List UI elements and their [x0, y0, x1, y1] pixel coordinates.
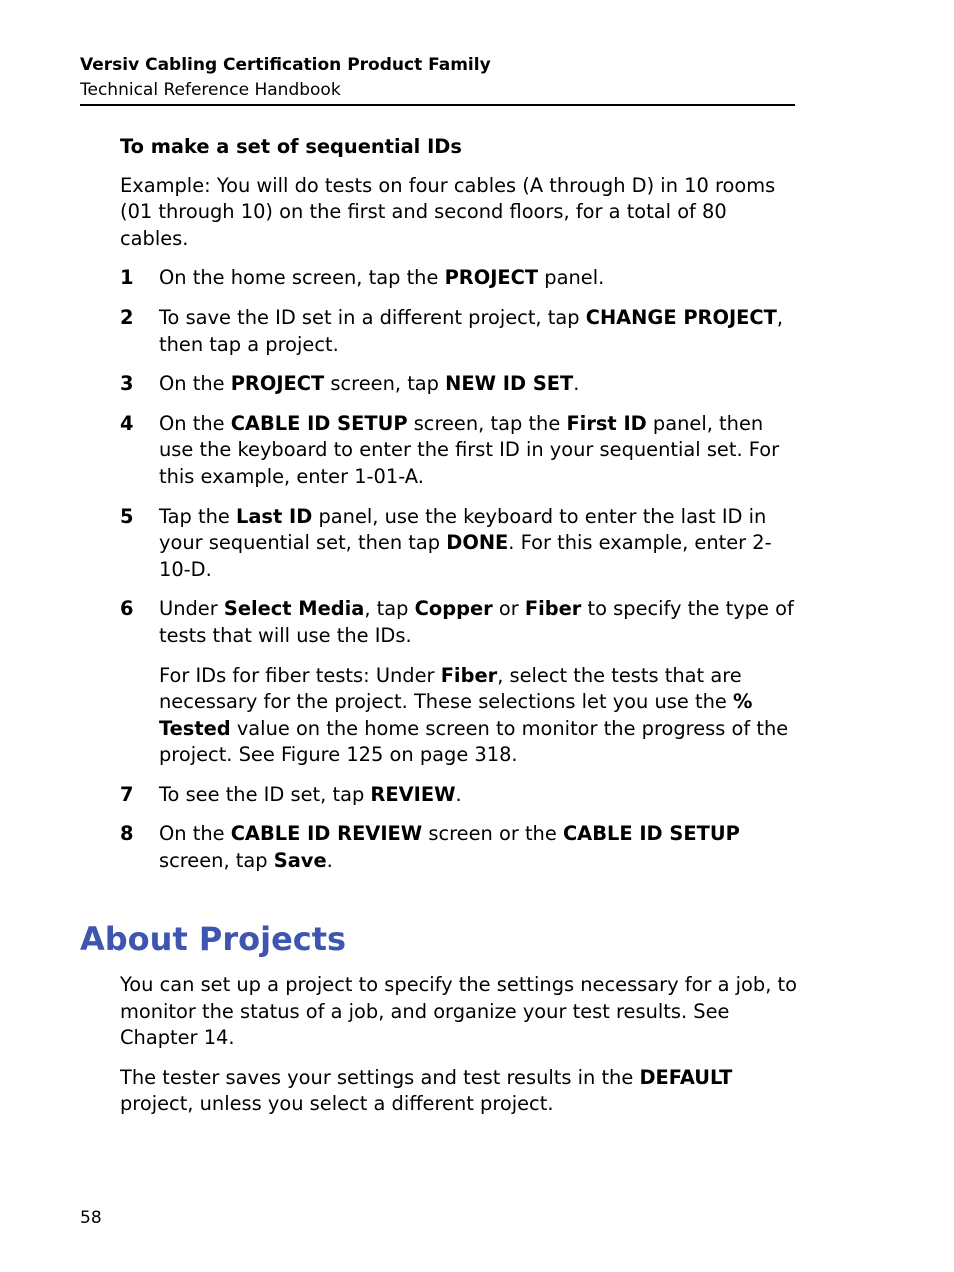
- bold-term: First ID: [566, 411, 647, 435]
- step-number: 3: [120, 372, 134, 396]
- text-run: , then tap a project.: [159, 305, 784, 356]
- procedure-step: [120, 821, 800, 874]
- bold-term: NEW ID SET: [445, 372, 574, 396]
- bold-term: DONE: [446, 531, 509, 555]
- step-text: [159, 371, 800, 398]
- step-number: 1: [120, 266, 134, 290]
- text-run: panel, use the keyboard to enter the last ID in your sequential set, then tap: [159, 504, 767, 555]
- bold-term: Select Media: [223, 597, 365, 621]
- step-text: [159, 782, 800, 809]
- bold-term: PROJECT: [444, 266, 539, 290]
- step-number: 2: [120, 305, 134, 329]
- bold-term: Fiber: [524, 597, 582, 621]
- text-run: On the: [159, 372, 231, 396]
- text-run: .: [455, 782, 462, 806]
- step-text: [159, 305, 800, 358]
- text-run: Tap the: [159, 504, 236, 528]
- procedure-step: [120, 504, 800, 584]
- procedure-step: [120, 265, 800, 292]
- bold-term: Save: [273, 849, 327, 873]
- text-run: value on the home screen to monitor the progress of the project. See Figure 125 on page 318.: [159, 716, 789, 767]
- step-number: 8: [120, 822, 134, 846]
- text-run: screen, tap the: [407, 411, 567, 435]
- step-text: [159, 821, 800, 874]
- procedure-step: [120, 371, 800, 398]
- step-number: 7: [120, 782, 134, 806]
- text-run: to specify the type of tests that will use the IDs.: [159, 597, 794, 647]
- step-number: 6: [120, 597, 134, 621]
- procedure-step: [120, 596, 800, 649]
- running-header: [80, 52, 795, 106]
- bold-term: Last ID: [235, 504, 313, 528]
- bold-term: Fiber: [440, 663, 498, 687]
- section-paragraph-2: [120, 1065, 800, 1118]
- text-run: , tap: [364, 597, 415, 621]
- procedure-step: [120, 782, 800, 809]
- text-run: screen, tap: [324, 372, 446, 396]
- procedure-step: [120, 411, 800, 491]
- text-run: On the: [159, 411, 231, 435]
- text-run: On the home screen, tap the: [159, 266, 445, 290]
- step-text: [159, 596, 800, 649]
- procedure-step: [120, 305, 800, 358]
- text-run: . For this example, enter 2-10-D.: [159, 531, 772, 581]
- header-subtitle: Technical Reference Handbook: [80, 80, 341, 100]
- bold-term: Copper: [414, 597, 493, 621]
- section-body: [120, 972, 800, 1131]
- procedure-content: [120, 134, 800, 888]
- bold-term: DEFAULT: [639, 1065, 733, 1089]
- step-text: [159, 411, 800, 491]
- step-text: [159, 504, 800, 584]
- text-run: .: [573, 372, 580, 396]
- bold-term: CABLE ID SETUP: [230, 411, 408, 435]
- step-subparagraph: [159, 663, 800, 769]
- procedure-intro: Example: You will do tests on four cables (A through D) in 10 rooms (01 through 10) on the first and second floors, for a total of 80 cables.: [120, 173, 776, 250]
- step-number: 4: [120, 411, 134, 435]
- bold-term: CHANGE PROJECT: [585, 305, 777, 329]
- bold-term: % Tested: [159, 690, 753, 740]
- bold-term: CABLE ID SETUP: [562, 822, 740, 846]
- bold-term: REVIEW: [370, 782, 456, 806]
- header-title: Versiv Cabling Certification Product Family: [80, 55, 491, 75]
- text-run: To see the ID set, tap: [159, 782, 371, 806]
- text-run: or: [492, 597, 525, 621]
- text-run: For IDs for fiber tests: Under: [159, 663, 441, 687]
- text-run: project, unless you select a different project.: [120, 1092, 554, 1116]
- step-number: 5: [120, 504, 134, 528]
- bold-term: PROJECT: [230, 372, 325, 396]
- text-run: , select the tests that are necessary for the project. These selections let you use the: [159, 663, 742, 714]
- text-run: On the: [159, 822, 231, 846]
- step-text: [159, 265, 800, 292]
- procedure-steps: [120, 265, 800, 874]
- text-run: panel, then use the keyboard to enter the first ID in your sequential set. For this example, enter 1-01-A.: [159, 411, 780, 488]
- page-number: 58: [80, 1208, 102, 1228]
- text-run: To save the ID set in a different project, tap: [159, 305, 586, 329]
- section-title: About Projects: [80, 920, 347, 958]
- section-paragraph-1: You can set up a project to specify the settings necessary for a job, to monitor the status of a job, and organize your test results. See Chapter 14.: [120, 973, 798, 1050]
- text-run: Under: [159, 597, 224, 621]
- bold-term: CABLE ID REVIEW: [230, 822, 423, 846]
- text-run: .: [326, 849, 333, 873]
- text-run: screen or the: [422, 822, 563, 846]
- text-run: The tester saves your settings and test results in the: [120, 1065, 640, 1089]
- text-run: screen, tap: [159, 849, 274, 873]
- text-run: panel.: [538, 266, 605, 290]
- procedure-heading: To make a set of sequential IDs: [120, 135, 462, 158]
